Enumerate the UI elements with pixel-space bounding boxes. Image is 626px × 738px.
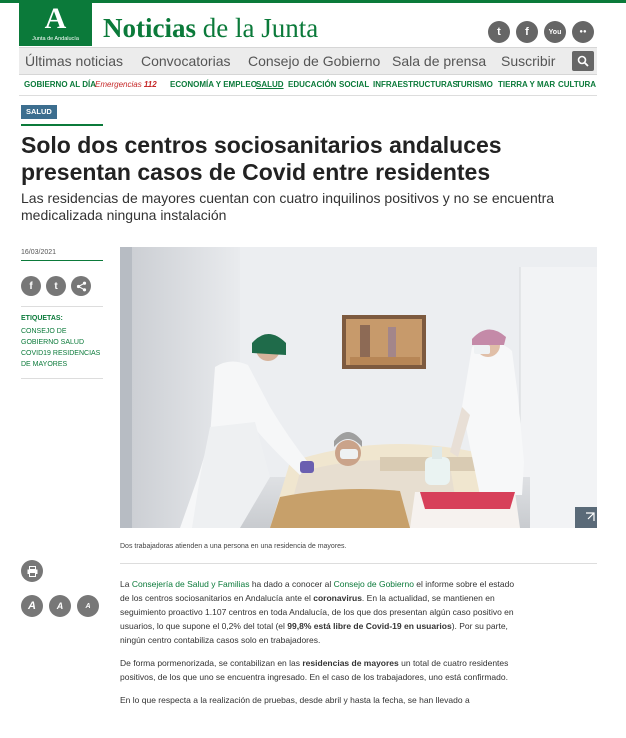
font-larger-button[interactable]: A — [21, 595, 43, 617]
site-title-bold: Noticias — [103, 13, 196, 43]
paragraph: En lo que respecta a la realización de pruebas, desde abril y hasta la fecha, se han llevado a — [120, 695, 470, 705]
logo-mark: A — [44, 2, 67, 35]
subnav-infraestructuras[interactable]: INFRAESTRUCTURAS — [373, 80, 458, 89]
subnav-tierra-y-mar[interactable]: TIERRA Y MAR — [498, 80, 556, 89]
text-run: ha dado a conocer al — [249, 579, 334, 589]
share-facebook-icon[interactable]: f — [21, 276, 41, 296]
divider — [21, 378, 103, 379]
link-consejeria-salud[interactable]: Consejería de Salud y Familias — [131, 579, 250, 589]
article-tools — [21, 560, 99, 617]
social-links — [488, 21, 594, 43]
text-run: De forma pormenorizada, se contabilizan en las — [120, 658, 303, 668]
photo-illustration — [120, 247, 597, 528]
subnav-educacion[interactable]: EDUCACIÓN — [288, 80, 337, 89]
subnav-social[interactable]: SOCIAL — [339, 80, 370, 89]
search-icon — [577, 55, 589, 67]
share-buttons — [21, 276, 103, 296]
article-tags[interactable]: CONSEJO DE GOBIERNO SALUD COVID19 RESIDENCIAS DE MAYORES — [21, 328, 101, 368]
paragraph — [120, 577, 515, 647]
font-size-controls — [21, 595, 99, 617]
emergencias-number: 112 — [143, 80, 157, 89]
text-run: un total de cuatro residentes positivos, de los que uno se encuentra ingresado. En el caso de los trabajadores, uno está confirmado. — [120, 658, 509, 682]
facebook-icon[interactable]: f — [516, 21, 538, 43]
article-meta — [21, 249, 103, 379]
article-subtitle: Las residencias de mayores cuentan con cuatro inquilinos positivos y no se encuentra medicalizada ninguna instalación — [21, 190, 555, 223]
search-button[interactable] — [572, 51, 594, 71]
text-run: La — [120, 579, 132, 589]
nav-sala-de-prensa[interactable]: Sala de prensa — [392, 53, 487, 69]
nav-suscribir[interactable]: Suscribir — [501, 53, 556, 69]
emergencias-label: Emergencias — [95, 80, 144, 89]
section-nav — [19, 74, 597, 96]
etiquetas-label: ETIQUETAS: — [21, 315, 63, 322]
site-title-light: de la Junta — [195, 13, 319, 43]
junta-logo[interactable] — [19, 3, 92, 46]
photo-caption: Dos trabajadoras atienden a una persona en una residencia de mayores. — [120, 543, 347, 550]
article-photo[interactable] — [120, 247, 597, 528]
bold-text: residencias de mayores — [302, 658, 399, 668]
share-icon[interactable] — [71, 276, 91, 296]
subnav-salud[interactable]: SALUD — [256, 80, 284, 89]
logo-text: Junta de Andalucía — [32, 36, 79, 42]
caption-divider — [120, 563, 597, 564]
divider — [21, 306, 103, 307]
subnav-cultura[interactable]: CULTURA — [558, 80, 597, 89]
flickr-icon[interactable]: ●● — [572, 21, 594, 43]
main-nav — [19, 47, 597, 75]
bold-text: coronavirus — [313, 593, 362, 603]
font-smaller-button[interactable]: A — [77, 595, 99, 617]
text-run: ). Por su parte, ningún centro contabiliza casos solo en trabajadores. — [120, 621, 508, 645]
subnav-economia[interactable]: ECONOMÍA Y EMPLEO — [170, 80, 257, 89]
share-twitter-icon[interactable]: t — [46, 276, 66, 296]
site-title[interactable] — [103, 13, 318, 44]
top-accent-bar — [0, 0, 626, 3]
subnav-turismo[interactable]: TURISMO — [456, 80, 493, 89]
nav-convocatorias[interactable]: Convocatorias — [141, 53, 231, 69]
article-date: 16/03/2021 — [21, 249, 103, 261]
article-headline: Solo dos centros sociosanitarios andaluces presentan casos de Covid entre residentes — [21, 132, 502, 185]
twitter-icon[interactable]: t — [488, 21, 510, 43]
font-normal-button[interactable]: A — [49, 595, 71, 617]
nav-consejo-de-gobierno[interactable]: Consejo de Gobierno — [248, 53, 381, 69]
paragraph — [120, 656, 515, 684]
tag-underline — [21, 124, 103, 126]
link-consejo-gobierno[interactable]: Consejo de Gobierno — [333, 579, 414, 589]
subnav-emergencias[interactable] — [95, 80, 157, 89]
text-run: el informe sobre el estado de los centros sociosanitarios en Andalucía ante el — [120, 579, 515, 603]
category-tag[interactable]: SALUD — [21, 105, 57, 119]
nav-ultimas-noticias[interactable]: Últimas noticias — [25, 53, 124, 69]
text-run: . En la actualidad, se mantienen en seguimiento proactivo 1.107 centros en toda Andalucía, de los que dos presentan algún caso positivo en usuarios, lo que supone el 0,2% del total (el — [120, 593, 514, 631]
article-body — [120, 577, 515, 716]
bold-text: 99,8% está libre de Covid-19 en usuarios — [287, 621, 452, 631]
print-icon[interactable] — [21, 560, 43, 582]
youtube-icon[interactable]: You — [544, 21, 566, 43]
subnav-gobierno-al-dia[interactable]: GOBIERNO AL DÍA — [24, 80, 97, 89]
